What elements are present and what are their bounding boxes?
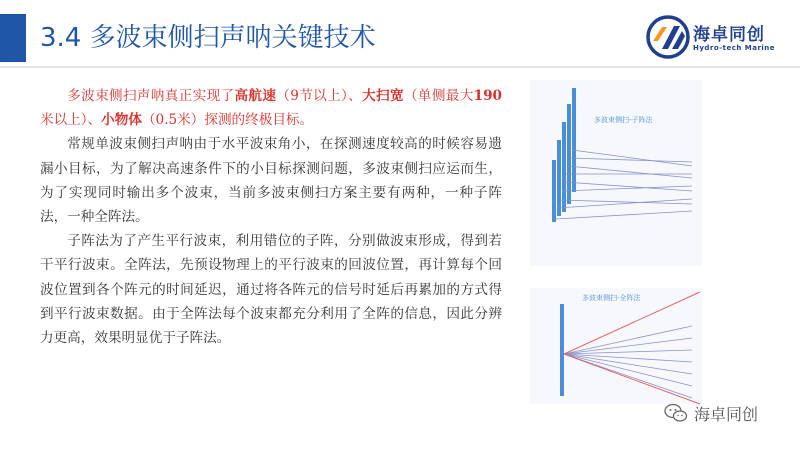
fullarray-label: 多波束侧扫-全阵法 <box>582 294 641 302</box>
beam-diagram <box>522 74 792 410</box>
header-divider <box>0 66 800 68</box>
subarray-element <box>567 104 571 204</box>
logo-name: 海卓同创 <box>693 25 765 45</box>
footer-watermark <box>664 400 794 426</box>
wechat-icon <box>664 403 688 423</box>
paragraph-background: 常规单波束侧扫声呐由于水平波束角小，在探测速度较高的时候容易遗漏小目标，为了解决高速条件下的小目标探测问题，多波束侧扫应运而生，为了实现同时输出多个波束，当前多波束侧扫方案主要有两种，一种子阵法，一种全阵法。 <box>40 136 502 226</box>
logo-subtitle: Hydro-tech Marine <box>693 44 776 52</box>
page-title: 3.4 多波束侧扫声呐关键技术 <box>40 23 376 53</box>
body-text <box>40 84 502 350</box>
paragraph-goals: 多波束侧扫声呐真正实现了高航速（9节以上）、大扫宽（单侧最大190米以上）、小物体（0.5米）探测的终极目标。 <box>40 88 503 129</box>
title-accent-bar <box>0 14 26 62</box>
fullarray-element <box>560 304 564 396</box>
subarray-label: 多波束侧扫-子阵法 <box>594 116 653 124</box>
subarray-element <box>572 88 576 192</box>
fullarray-panel-bg <box>530 288 702 404</box>
logo-mark-icon <box>645 14 691 60</box>
paragraph-methods: 子阵法为了产生平行波束，利用错位的子阵，分别做波束形成，得到若干平行波束。全阵法，先预设物理上的平行波束的回波位置，再计算每个回波位置到各个阵元的时间延迟，通过将各阵元的信号时延后再累加的方式得到平行波束数据。由于全阵法每个波束都充分利用了全阵的信息，因此分辨力更高，效果明显优于子阵法。 <box>40 233 502 347</box>
subarray-element <box>557 140 561 216</box>
subarray-element <box>552 160 556 222</box>
beam-diagram-svg <box>522 74 792 410</box>
subarray-panel <box>530 80 702 266</box>
subarray-element <box>562 122 566 212</box>
fullarray-panel <box>530 288 702 404</box>
footer-account-name: 海卓同创 <box>694 404 759 424</box>
company-logo <box>645 14 795 64</box>
